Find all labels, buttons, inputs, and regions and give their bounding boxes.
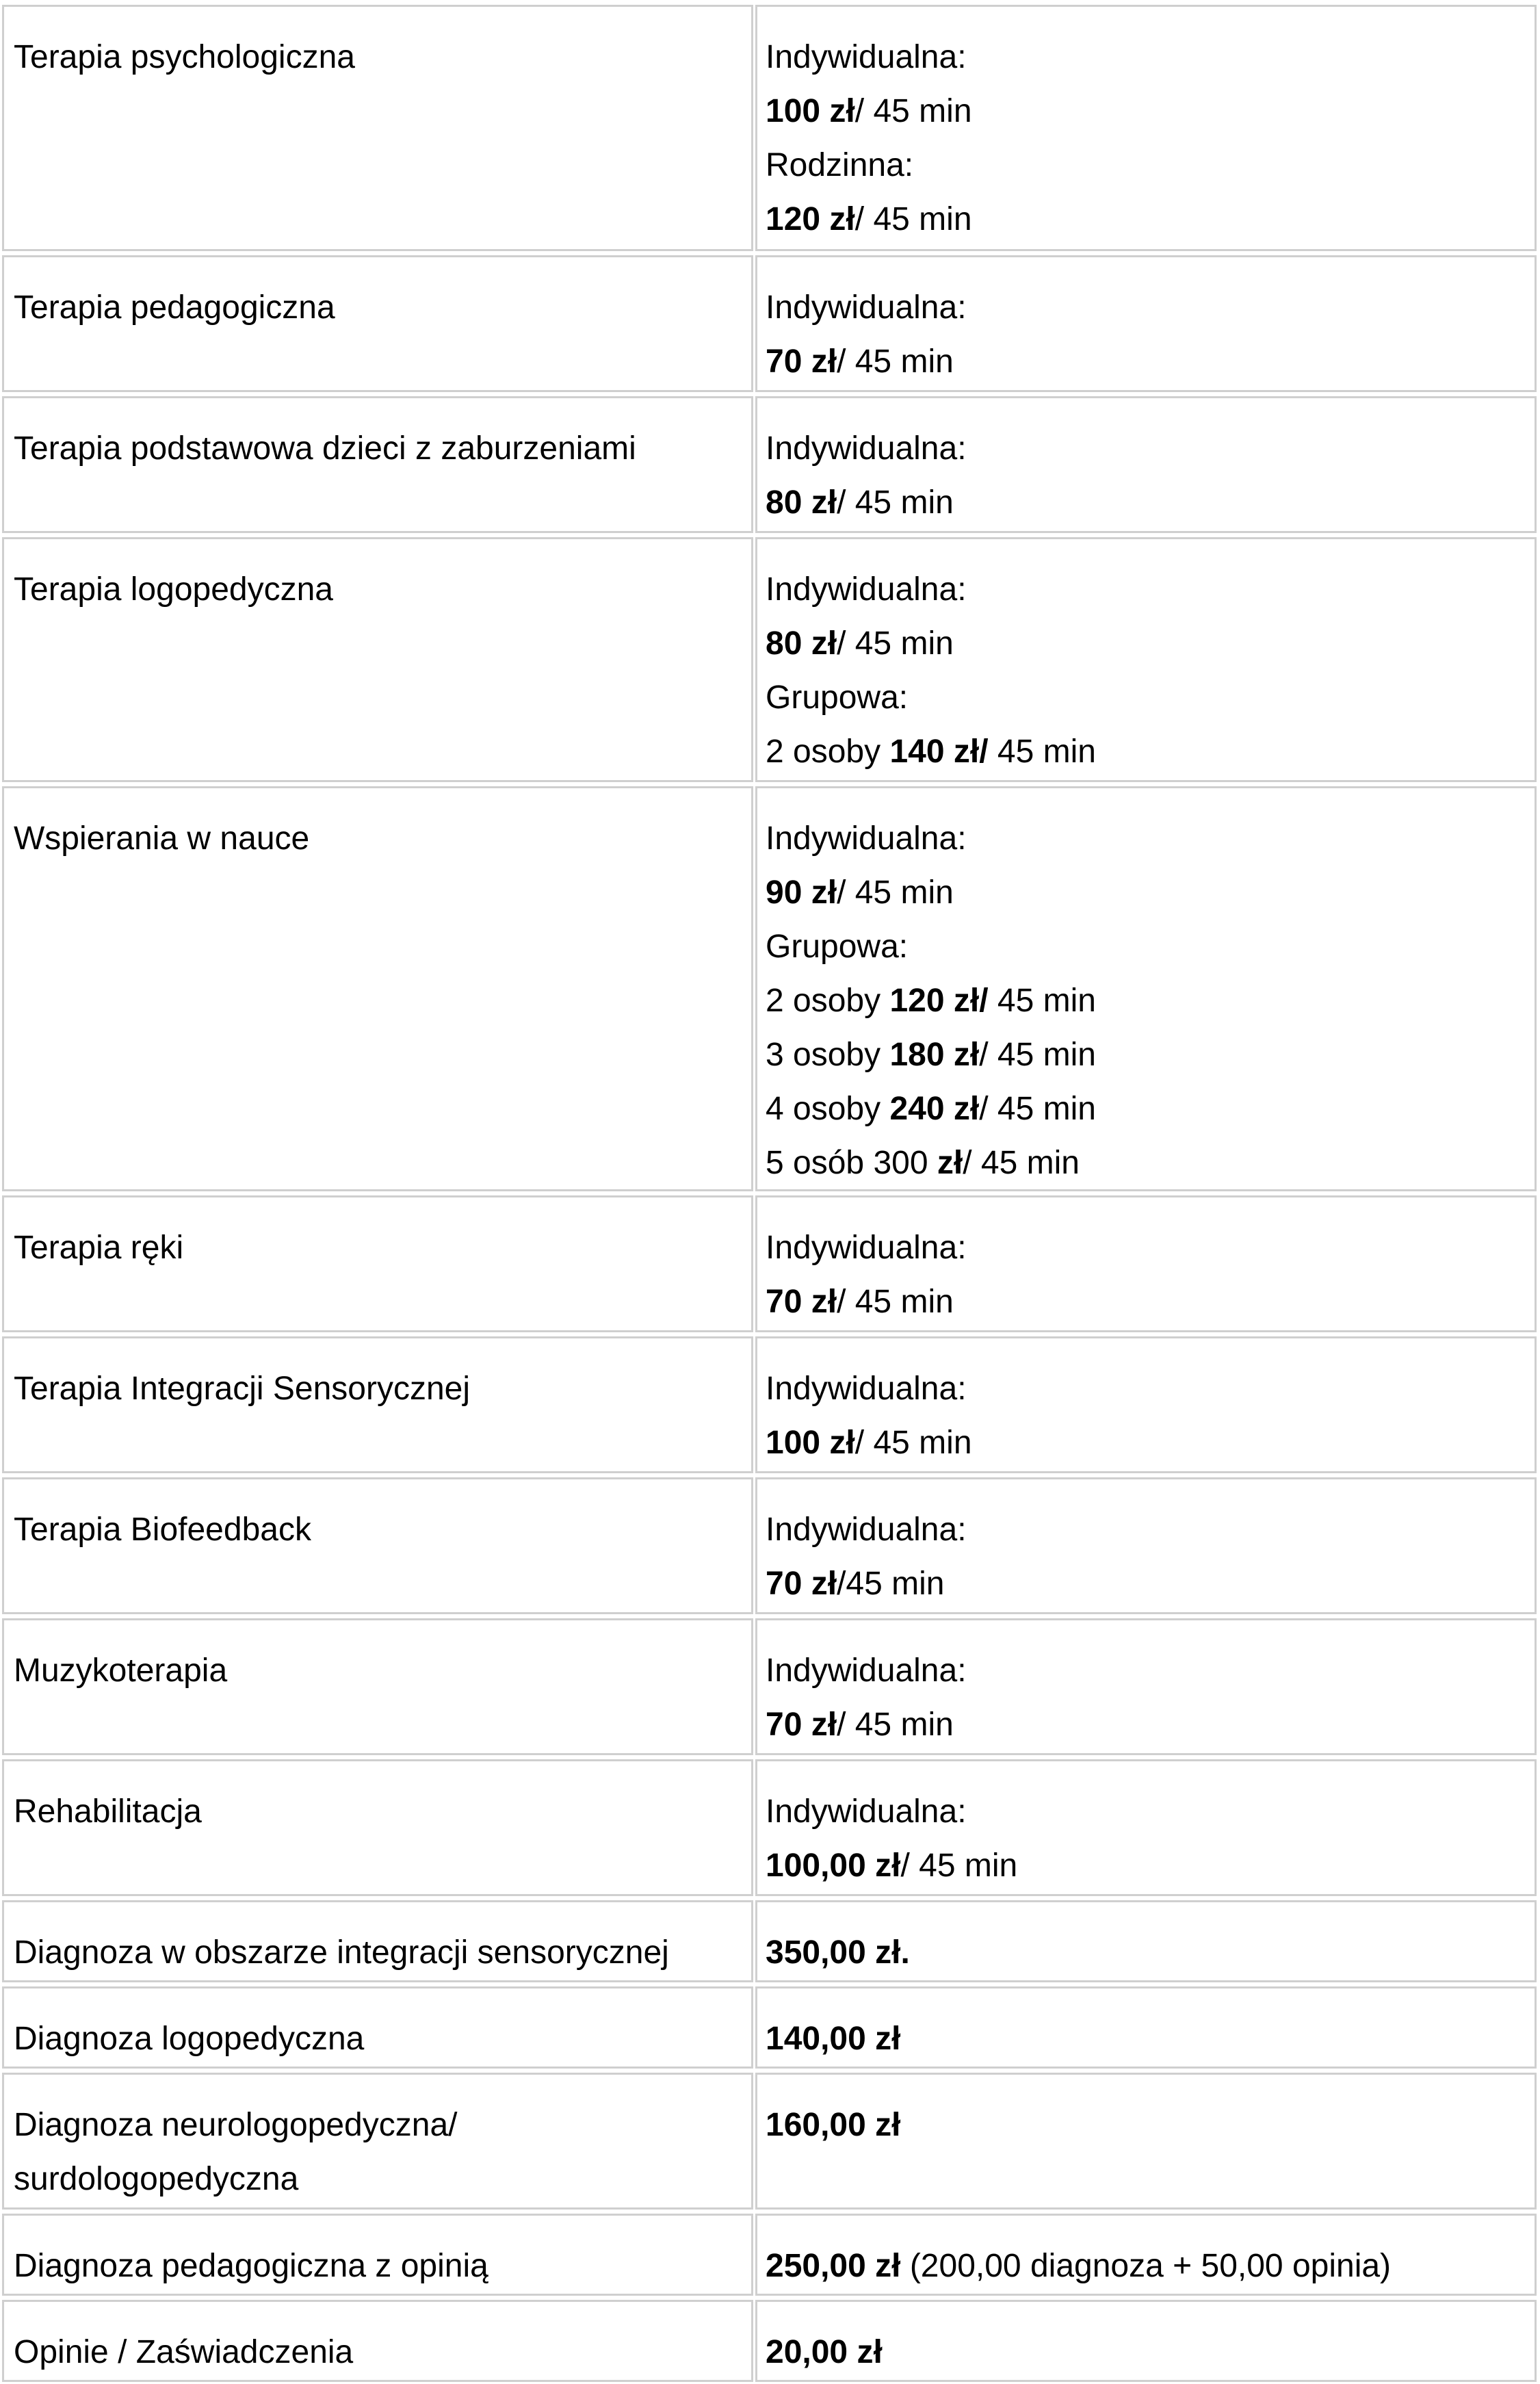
price-line: [766, 138, 1525, 192]
price-cell: [755, 2073, 1537, 2210]
service-name-cell: Terapia Integracji Sensorycznej: [2, 1336, 753, 1473]
price-amount: 350,00 zł.: [766, 1934, 910, 1971]
service-name-cell: Terapia podstawowa dzieci z zaburzeniami: [2, 396, 753, 533]
price-amount: 90 zł: [766, 874, 837, 911]
price-line: [766, 1136, 1525, 1190]
service-name-cell: Wspierania w nauce: [2, 786, 753, 1191]
service-name-cell: Diagnoza w obszarze integracji sensorycznej: [2, 1900, 753, 1982]
price-amount: 20,00 zł: [766, 2334, 883, 2370]
price-line: [766, 2098, 1525, 2152]
price-amount: 120 zł: [766, 201, 855, 237]
service-name-cell: Terapia logopedyczna: [2, 537, 753, 782]
price-line: [766, 1275, 1525, 1329]
price-cell: [755, 1759, 1537, 1896]
price-amount: 70 zł: [766, 1707, 837, 1743]
price-amount: 160,00 zł: [766, 2107, 901, 2143]
price-amount: 250,00 zł: [766, 2248, 901, 2284]
price-line: [766, 1362, 1525, 1416]
price-amount: 100,00 zł: [766, 1848, 901, 1884]
price-text: / 45 min: [900, 1848, 1018, 1884]
price-line: [766, 1698, 1525, 1752]
table-row: [0, 1757, 1540, 1898]
price-text: 4 osoby: [766, 1091, 890, 1127]
price-text: / 45 min: [837, 484, 954, 521]
price-amount: 70 zł: [766, 344, 837, 380]
service-name-line: surdologopedyczna: [14, 2161, 299, 2197]
service-name-cell: Muzykoterapia: [2, 1618, 753, 1755]
price-cell: [755, 1986, 1537, 2069]
price-text: Indywidualna:: [766, 1371, 967, 1407]
price-text: 5 osób 300: [766, 1145, 937, 1181]
price-cell: [755, 2214, 1537, 2296]
price-cell: [755, 5, 1537, 251]
price-text: Indywidualna:: [766, 820, 967, 857]
price-cell: [755, 2300, 1537, 2382]
service-name-cell: Diagnoza logopedyczna: [2, 1986, 753, 2069]
price-amount: zł: [937, 1145, 963, 1181]
price-text: / 45 min: [837, 625, 954, 662]
price-text: 3 osoby: [766, 1037, 890, 1073]
price-text: / 45 min: [837, 1284, 954, 1320]
table-row: [0, 2298, 1540, 2384]
price-cell: [755, 255, 1537, 392]
price-text: Indywidualna:: [766, 571, 967, 608]
price-line: [766, 920, 1525, 974]
table-row: [0, 1616, 1540, 1757]
table-row: [0, 784, 1540, 1193]
table-row: [0, 394, 1540, 535]
price-line: [766, 281, 1525, 335]
service-name-cell: Rehabilitacja: [2, 1759, 753, 1896]
service-name-cell: [2, 2073, 753, 2210]
service-name-cell: Terapia pedagogiczna: [2, 255, 753, 392]
price-text: / 45 min: [837, 344, 954, 380]
table-row: [0, 1898, 1540, 1984]
price-amount: 180 zł: [889, 1037, 980, 1073]
price-line: [766, 1221, 1525, 1275]
price-line: [766, 1028, 1525, 1082]
price-amount: 80 zł: [766, 484, 837, 521]
price-text: / 45 min: [837, 1707, 954, 1743]
table-row: [0, 2071, 1540, 2212]
price-amount: 80 zł: [766, 625, 837, 662]
price-line: [766, 2325, 1525, 2379]
price-text: Indywidualna:: [766, 1230, 967, 1266]
price-line: [766, 2239, 1525, 2293]
table-row: [0, 253, 1540, 394]
price-line: [766, 671, 1525, 725]
price-text: Grupowa:: [766, 679, 909, 716]
price-line: [766, 1082, 1525, 1136]
price-cell: [755, 1477, 1537, 1614]
table-row: [0, 2212, 1540, 2298]
price-line: [766, 1557, 1525, 1611]
price-amount: 70 zł: [766, 1566, 837, 1602]
price-text: / 45 min: [837, 874, 954, 911]
price-cell: [755, 1336, 1537, 1473]
price-cell: [755, 396, 1537, 533]
price-text: Indywidualna:: [766, 1793, 967, 1830]
price-line: [766, 2012, 1525, 2066]
price-text: /45 min: [837, 1566, 945, 1602]
table-row: [0, 1984, 1540, 2071]
service-name-cell: Diagnoza pedagogiczna z opinią: [2, 2214, 753, 2296]
price-text: 2 osoby: [766, 983, 890, 1019]
table-row: [0, 3, 1540, 253]
price-table: [0, 3, 1540, 2384]
price-text: Grupowa:: [766, 929, 909, 965]
service-name-cell: Opinie / Zaświadczenia: [2, 2300, 753, 2382]
price-cell: [755, 786, 1537, 1191]
price-amount: 140,00 zł: [766, 2021, 901, 2057]
price-line: [766, 1644, 1525, 1698]
price-line: [766, 84, 1525, 138]
price-amount: 70 zł: [766, 1284, 837, 1320]
price-cell: [755, 537, 1537, 782]
price-text: Indywidualna:: [766, 289, 967, 326]
price-amount: 120 zł/: [889, 983, 989, 1019]
table-row: [0, 1334, 1540, 1475]
price-text: (200,00 diagnoza + 50,00 opinia): [900, 2248, 1392, 2284]
price-line: [766, 335, 1525, 389]
price-cell: [755, 1618, 1537, 1755]
price-line: [766, 30, 1525, 84]
table-row: [0, 1475, 1540, 1616]
price-cell: [755, 1900, 1537, 1982]
price-line: [766, 617, 1525, 671]
table-row: [0, 535, 1540, 784]
price-text: / 45 min: [963, 1145, 1080, 1181]
service-name-cell: Terapia psychologiczna: [2, 5, 753, 251]
service-name-cell: Terapia ręki: [2, 1195, 753, 1332]
price-amount: 100 zł: [766, 93, 855, 129]
price-line: [766, 1785, 1525, 1839]
price-line: [766, 476, 1525, 530]
price-line: [766, 1416, 1525, 1470]
price-amount: 240 zł: [889, 1091, 980, 1127]
price-text: Indywidualna:: [766, 39, 967, 75]
service-name-line: Diagnoza neurologopedyczna/: [14, 2107, 458, 2143]
price-line: [766, 422, 1525, 476]
price-line: [766, 866, 1525, 920]
price-line: [766, 812, 1525, 866]
price-line: [766, 1926, 1525, 1980]
price-line: [766, 192, 1525, 246]
price-text: Indywidualna:: [766, 1512, 967, 1548]
price-text: 2 osoby: [766, 734, 890, 770]
price-line: [766, 974, 1525, 1028]
price-text: Indywidualna:: [766, 1653, 967, 1689]
price-line: [766, 1503, 1525, 1557]
price-amount: 140 zł/: [889, 734, 989, 770]
service-name-cell: Terapia Biofeedback: [2, 1477, 753, 1614]
price-text: 45 min: [988, 983, 1096, 1019]
price-text: Rodzinna:: [766, 147, 914, 183]
price-amount: 100 zł: [766, 1425, 855, 1461]
price-line: [766, 562, 1525, 617]
table-row: [0, 1193, 1540, 1334]
price-text: Indywidualna:: [766, 430, 967, 467]
price-text: / 45 min: [854, 201, 972, 237]
price-text: 45 min: [988, 734, 1096, 770]
price-text: / 45 min: [854, 93, 972, 129]
price-text: / 45 min: [979, 1037, 1096, 1073]
price-text: / 45 min: [979, 1091, 1096, 1127]
price-cell: [755, 1195, 1537, 1332]
price-line: [766, 1839, 1525, 1893]
price-line: [766, 725, 1525, 779]
price-text: / 45 min: [854, 1425, 972, 1461]
